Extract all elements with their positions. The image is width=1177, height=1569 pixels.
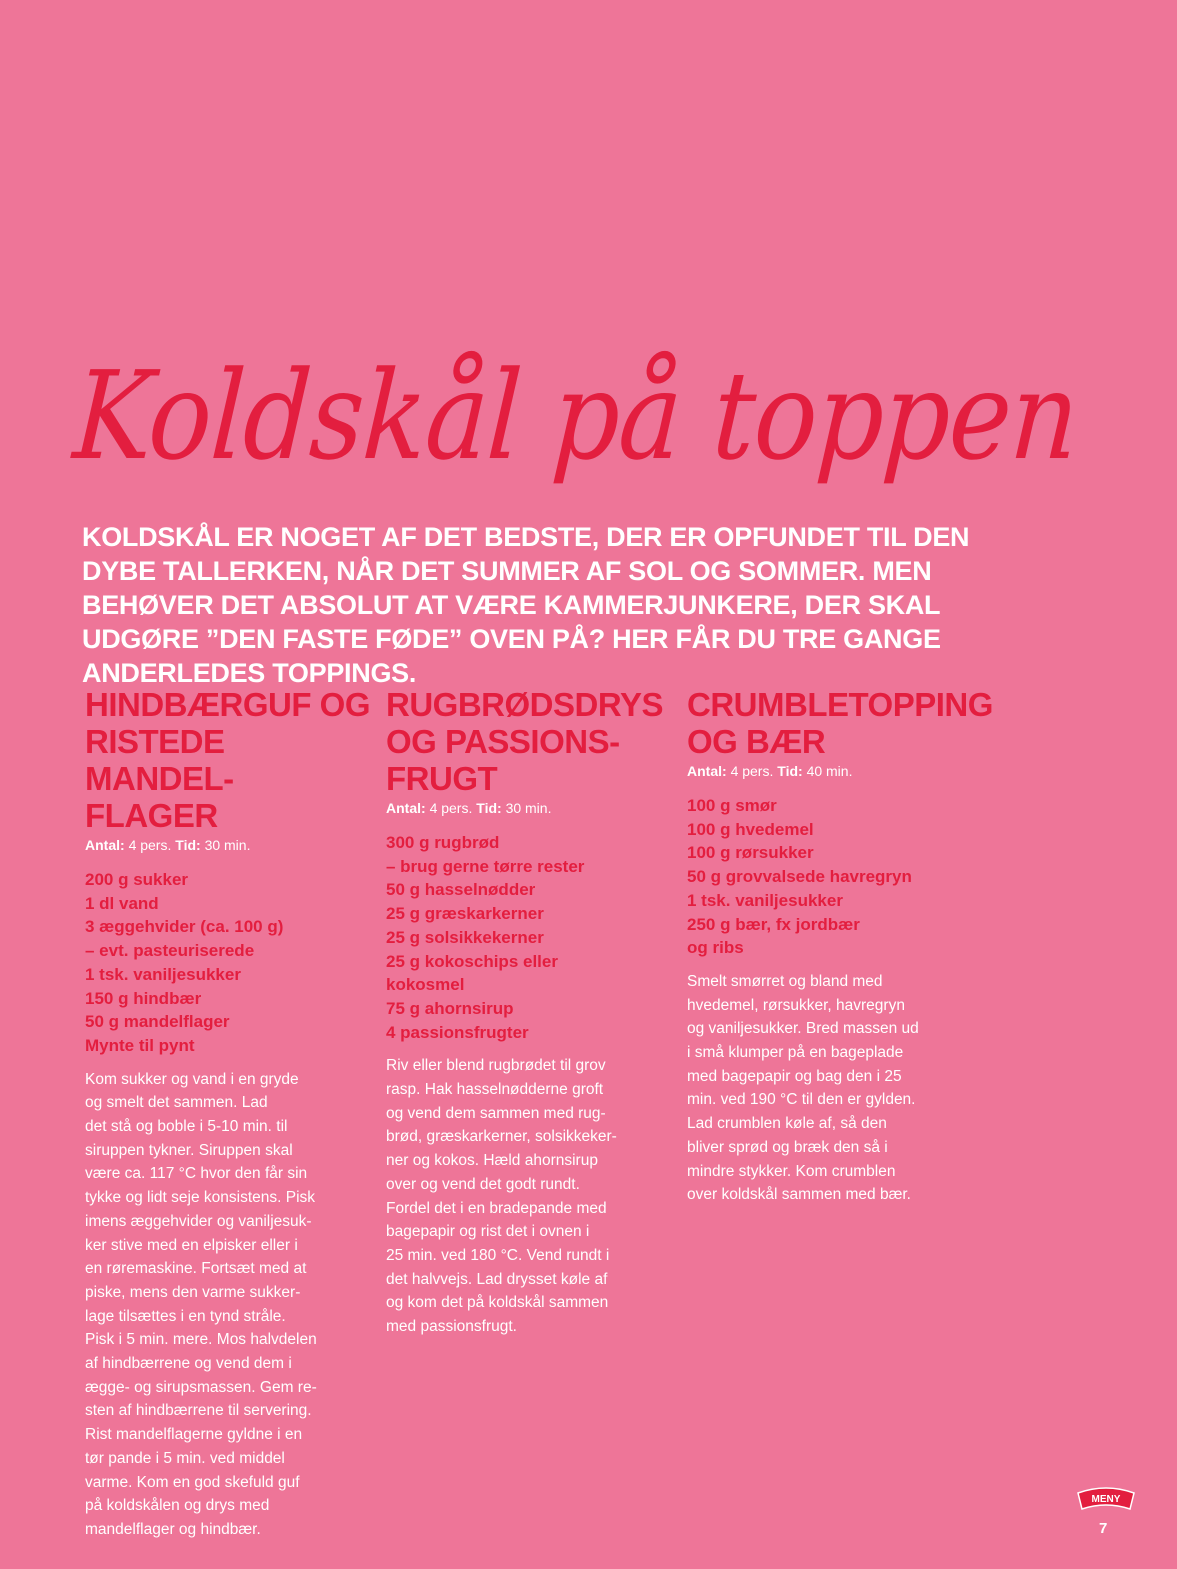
title-line: RUGBRØDSDRYS: [386, 686, 663, 723]
method-line: piske, mens den varme sukker-: [85, 1283, 301, 1301]
ingredient-item: 300 g rugbrød: [386, 833, 500, 852]
time-value: 30 min.: [204, 837, 251, 853]
servings-value: 4 pers.: [730, 763, 774, 779]
title-line: FRUGT: [386, 760, 498, 797]
recipe-hindbaerguf: [85, 686, 370, 1542]
method-line: med passionsfrugt.: [386, 1318, 517, 1336]
page-number: 7: [1099, 1520, 1108, 1537]
ingredient-item: 1 dl vand: [85, 893, 159, 913]
ingredient-item: 200 g sukker: [85, 870, 189, 889]
method-line: Smelt smørret og bland med: [687, 972, 883, 990]
servings-value: 4 pers.: [128, 837, 172, 853]
method-line: Rist mandelflagerne gyldne i en: [85, 1426, 303, 1444]
logo-text: MENY: [1091, 1494, 1121, 1505]
method-line: siruppen tykner. Siruppen skal: [85, 1141, 293, 1159]
ingredient-item: 25 g kokoschips eller: [386, 951, 558, 971]
method-line: Fordel det i en bradepande med: [386, 1199, 607, 1217]
method-line: mindre stykker. Kom crumblen: [687, 1162, 896, 1180]
recipe-rugbroedsdrys: [386, 686, 671, 1339]
method-line: hvedemel, rørsukker, havregryn: [687, 996, 905, 1014]
recipe-crumbletopping: [687, 686, 993, 1207]
ingredient-item: Mynte til pynt: [85, 1035, 195, 1055]
method-line: tør pande i 5 min. ved middel: [85, 1449, 285, 1467]
method-line: Kom sukker og vand i en gryde: [85, 1070, 299, 1088]
method-line: over og vend det godt rundt.: [386, 1175, 580, 1193]
method-line: en røremaskine. Fortsæt med at: [85, 1260, 307, 1278]
ingredient-item: 75 g ahornsirup: [386, 998, 514, 1018]
method-line: ner og kokos. Hæld ahornsirup: [386, 1152, 598, 1170]
method-line: og kom det på koldskål sammen: [386, 1294, 609, 1312]
servings-label: Antal:: [386, 800, 426, 816]
method-line: min. ved 190 °C til den er gylden.: [687, 1091, 916, 1109]
method-line: rasp. Hak hasselnødderne groft: [386, 1081, 604, 1099]
method-line: det stå og boble i 5-10 min. til: [85, 1118, 288, 1136]
time-label: Tid:: [175, 837, 201, 853]
method-text: [386, 1054, 671, 1338]
ingredient-list: [386, 831, 671, 1044]
method-line: være ca. 117 °C hvor den får sin: [85, 1165, 308, 1183]
ingredient-item: 100 g smør: [687, 796, 777, 815]
method-line: tykke og lidt seje konsistens. Pisk: [85, 1189, 316, 1207]
ingredient-item: 50 g mandelflager: [85, 1012, 230, 1032]
ingredient-item: 1 tsk. vaniljesukker: [85, 964, 241, 984]
time-label: Tid:: [476, 800, 502, 816]
ingredient-item: 3 æggehvider (ca. 100 g): [85, 917, 284, 937]
recipe-title: [386, 686, 671, 797]
ingredient-item: 25 g solsikkekerner: [386, 927, 544, 947]
time-value: 40 min.: [806, 763, 853, 779]
method-line: ker stive med en elpisker eller i: [85, 1236, 298, 1254]
method-line: 25 min. ved 180 °C. Vend rundt i: [386, 1246, 610, 1264]
ingredient-item: 4 passionsfrugter: [386, 1022, 529, 1042]
ingredient-item: og ribs: [687, 938, 744, 958]
recipe-title: [85, 686, 370, 834]
method-line: bagepapir og rist det i ovnen i: [386, 1223, 590, 1241]
method-line: varme. Kom en god skefuld guf: [85, 1473, 300, 1491]
ingredient-item: – brug gerne tørre rester: [386, 856, 585, 876]
ingredient-item: 250 g bær, fx jordbær: [687, 914, 860, 934]
title-line: CRUMBLETOPPING: [687, 686, 993, 723]
ingredient-list: [687, 794, 972, 960]
method-line: over koldskål sammen med bær.: [687, 1186, 911, 1204]
ingredient-item: 50 g grovvalsede havregryn: [687, 867, 912, 887]
intro-text: KOLDSKÅL ER NOGET AF DET BEDSTE, DER ER OPFUNDET TIL DEN DYBE TALLERKEN, NÅR DET SUMMER AF SOL OG SOMMER. MEN BEHØVER DET ABSOLUT AT VÆRE KAMMERJUNKERE, DER SKAL UDGØRE ”DEN FASTE FØDE” OVEN PÅ? HER FÅR DU TRE GANGE ANDERLEDES TOPPINGS.: [82, 522, 970, 688]
method-line: sten af hindbærrene til servering.: [85, 1402, 312, 1420]
method-line: med bagepapir og bag den i 25: [687, 1067, 902, 1085]
title-line: RISTEDE MANDEL-: [85, 723, 234, 797]
time-label: Tid:: [777, 763, 803, 779]
ingredient-item: 1 tsk. vaniljesukker: [687, 890, 843, 910]
title-line: OG PASSIONS-: [386, 723, 620, 760]
ingredient-item: 150 g hindbær: [85, 988, 202, 1008]
method-line: Lad crumblen køle af, så den: [687, 1115, 887, 1133]
recipe-meta: [687, 762, 972, 780]
servings-label: Antal:: [687, 763, 727, 779]
recipe-meta: [386, 799, 671, 817]
method-line: bliver sprød og bræk den så i: [687, 1138, 888, 1156]
method-line: på koldskålen og drys med: [85, 1497, 270, 1515]
ingredient-item: 100 g rørsukker: [687, 843, 814, 863]
title-line: HINDBÆRGUF OG: [85, 686, 370, 723]
method-line: ægge- og sirupsmassen. Gem re-: [85, 1378, 317, 1396]
method-line: imens æggehvider og vaniljesuk-: [85, 1212, 312, 1230]
ingredient-item: 100 g hvedemel: [687, 819, 814, 839]
servings-label: Antal:: [85, 837, 125, 853]
method-line: og smelt det sammen. Lad: [85, 1094, 268, 1112]
meny-logo: [1075, 1484, 1137, 1514]
title-line: FLAGER: [85, 797, 218, 834]
method-line: lage tilsættes i en tynd stråle.: [85, 1307, 286, 1325]
recipe-meta: [85, 836, 370, 854]
method-line: og vend dem sammen med rug-: [386, 1104, 606, 1122]
method-line: og vaniljesukker. Bred massen ud: [687, 1020, 919, 1038]
ingredient-list: [85, 868, 370, 1058]
time-value: 30 min.: [505, 800, 552, 816]
method-line: Riv eller blend rugbrødet til grov: [386, 1057, 606, 1075]
page-headline: Koldskål på toppen: [70, 345, 1082, 487]
ingredient-item: 25 g græskarkerner: [386, 904, 544, 924]
method-text: [85, 1068, 370, 1542]
ingredient-item: 50 g hasselnødder: [386, 880, 536, 900]
method-line: af hindbærrene og vend dem i: [85, 1355, 292, 1373]
ingredient-item: – evt. pasteuriserede: [85, 941, 255, 961]
ingredient-item: kokosmel: [386, 975, 465, 995]
title-line: OG BÆR: [687, 723, 826, 760]
method-line: Pisk i 5 min. mere. Mos halvdelen: [85, 1331, 317, 1349]
method-text: [687, 970, 972, 1207]
recipe-title: [687, 686, 993, 760]
method-line: det halvvejs. Lad drysset køle af: [386, 1270, 608, 1288]
method-line: i små klumper på en bageplade: [687, 1044, 904, 1062]
method-line: brød, græskarkerner, solsikkeker-: [386, 1128, 617, 1146]
method-line: mandelflager og hindbær.: [85, 1520, 261, 1538]
servings-value: 4 pers.: [429, 800, 473, 816]
